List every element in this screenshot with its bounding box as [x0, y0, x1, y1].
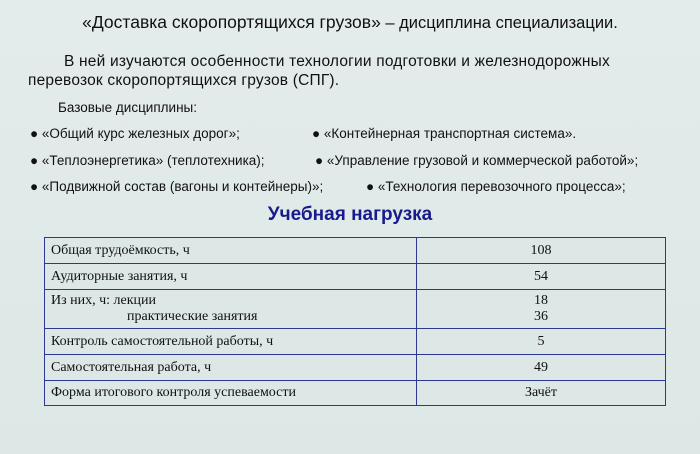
page-title — [0, 12, 700, 33]
study-load-heading: Учебная нагрузка — [267, 204, 433, 225]
row-value: 49 — [417, 355, 666, 381]
discipline-item: ● «Теплоэнергетика» (теплотехника); — [30, 153, 265, 168]
base-disciplines-label: Базовые дисциплины: — [58, 100, 197, 115]
study-load-table — [44, 237, 666, 406]
row-value: 18 — [534, 293, 548, 308]
row-label: Аудиторные занятия, ч — [45, 264, 417, 290]
discipline-item: ● «Управление грузовой и коммерческой работой»; — [315, 153, 639, 168]
discipline-item: ● «Контейнерная транспортная система». — [312, 126, 577, 141]
table-row — [45, 238, 666, 264]
row-value: 5 — [417, 329, 666, 355]
table-row — [45, 355, 666, 381]
title-rest: – дисциплина специализации. — [380, 14, 618, 32]
discipline-item: ● «Технология перевозочного процесса»; — [366, 179, 626, 194]
row-label: Из них, ч: лекции — [51, 293, 157, 308]
table-row — [45, 264, 666, 290]
row-subvalue: 36 — [534, 309, 548, 324]
discipline-item: ● «Общий курс железных дорог»; — [30, 126, 240, 141]
row-value: Зачёт — [417, 381, 666, 406]
table-row — [45, 290, 666, 329]
intro-line-2: перевозок скоропортящихся грузов (СПГ). — [28, 72, 340, 89]
title-course-name: «Доставка скоропортящихся грузов» — [82, 12, 381, 32]
row-label: Форма итогового контроля успеваемости — [45, 381, 417, 406]
row-value: 54 — [417, 264, 666, 290]
row-label: Самостоятельная работа, ч — [45, 355, 417, 381]
table-row — [45, 381, 666, 406]
discipline-item: ● «Подвижной состав (вагоны и контейнеры)»; — [30, 179, 324, 194]
table-row — [45, 329, 666, 355]
intro-paragraph — [28, 52, 688, 90]
intro-line-1: В ней изучаются особенности технологии подготовки и железнодорожных — [64, 53, 610, 70]
row-value-group — [417, 290, 666, 329]
row-sublabel: практические занятия — [127, 309, 258, 324]
row-label: Общая трудоёмкость, ч — [45, 238, 417, 264]
row-value: 108 — [417, 238, 666, 264]
row-label-group — [45, 290, 417, 329]
row-label: Контроль самостоятельной работы, ч — [45, 329, 417, 355]
